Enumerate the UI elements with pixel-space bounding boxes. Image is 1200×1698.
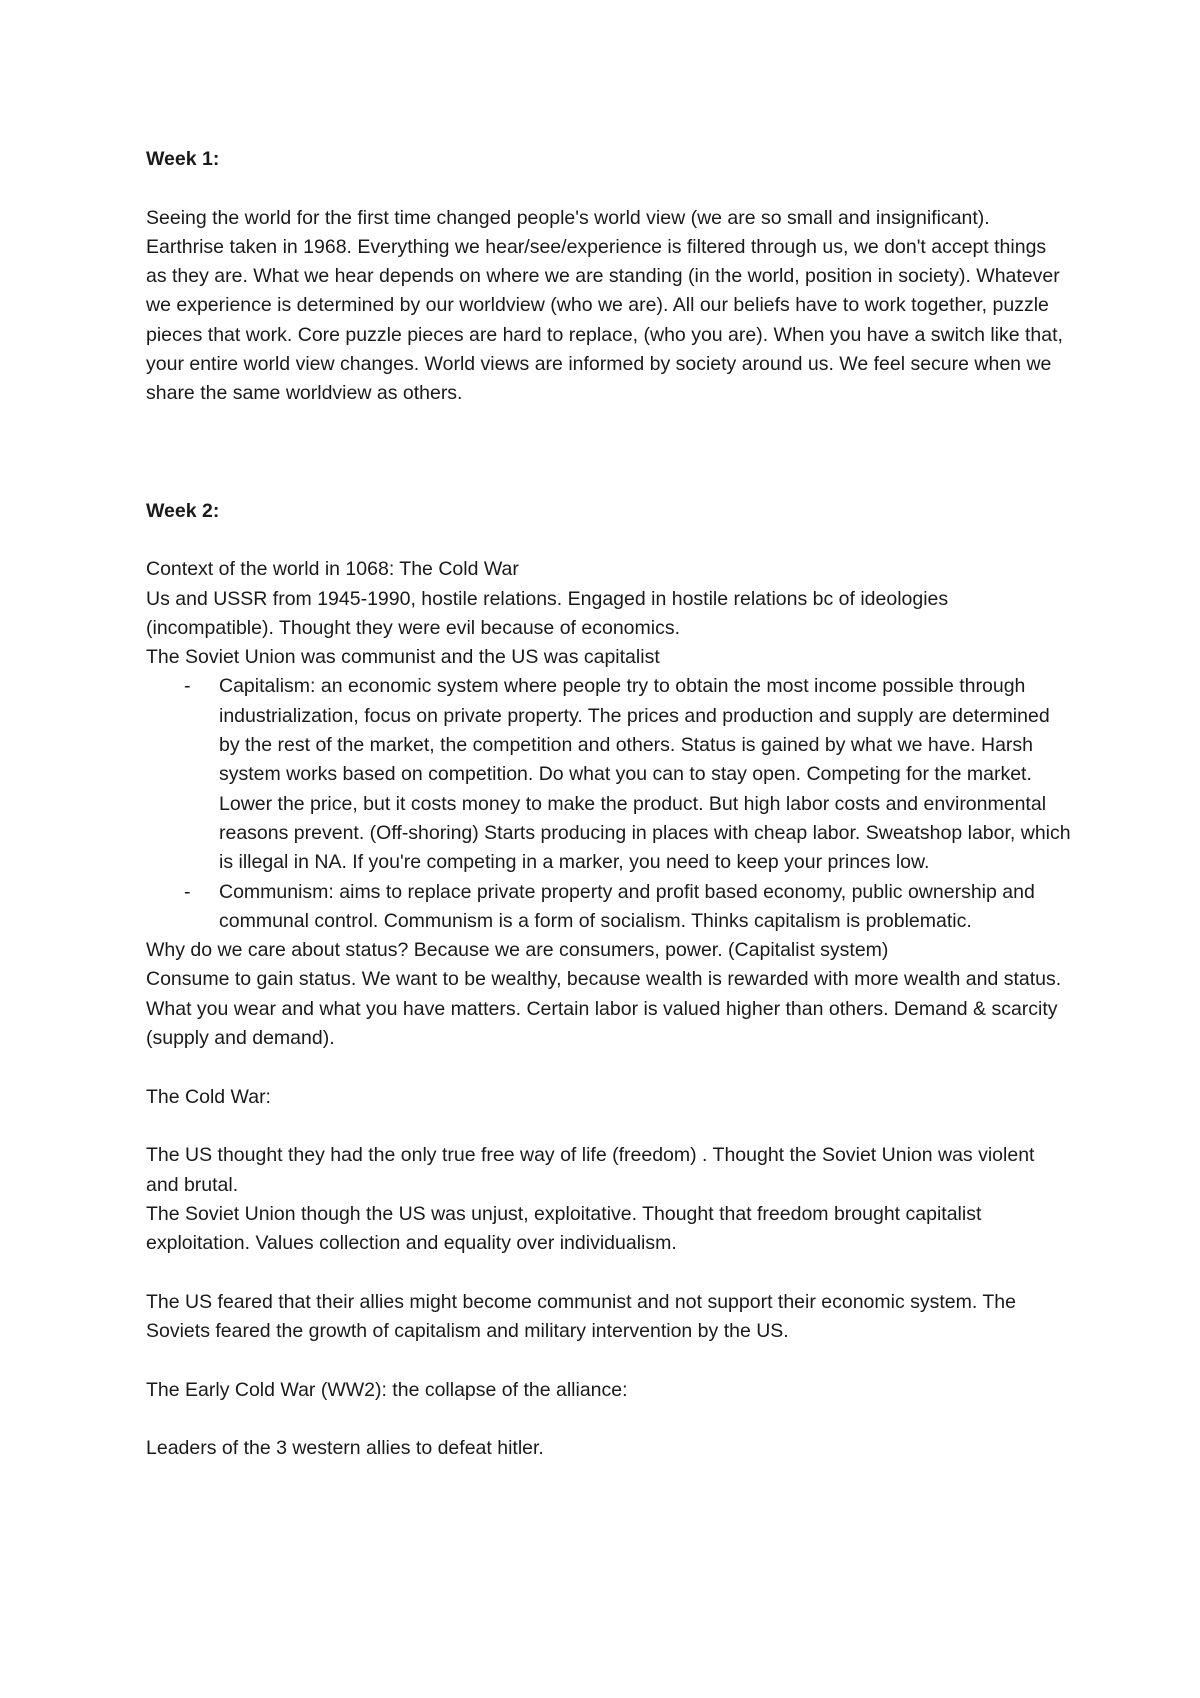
cold-war-heading: The Cold War: bbox=[146, 1085, 271, 1108]
week2-section bbox=[146, 497, 1071, 1464]
week2-heading: Week 2: bbox=[146, 499, 220, 522]
dash-bullet-icon: - bbox=[184, 675, 191, 698]
early-cold-war-line: The Early Cold War (WW2): the collapse of the alliance: bbox=[146, 1378, 628, 1401]
week1-section bbox=[146, 145, 1071, 409]
soviet-communist-line: The Soviet Union was communist and the US was capitalist bbox=[146, 646, 660, 669]
list-item-communism bbox=[146, 878, 1071, 937]
week1-paragraph: Seeing the world for the first time changed people's world view (we are so small and insignificant). Earthrise taken in 1968. Everything we hear/see/experience is filtered through us, we don't accept things as they are. What we hear depends on where we are standing (in the world, position in society). Whatever we experience is determined by our worldview (who we are). All our beliefs have to work together, puzzle pieces that work. Core puzzle pieces are hard to replace, (who you are). When you have a switch like that, your entire world view changes. World views are informed by society around us. We feel secure when we share the same worldview as others. bbox=[146, 206, 1063, 405]
economic-systems-list bbox=[146, 672, 1071, 936]
capitalism-text: Capitalism: an economic system where people try to obtain the most income possible through industrialization, focus on private property. The prices and production and supply are determined by the rest of the market, the competition and others. Status is gained by what we have. Harsh system works based on competition. Do what you can to stay open. Competing for the market. Lower the price, but it costs money to make the product. But high labor costs and environmental reasons prevent. (Off-shoring) Starts producing in places with cheap labor. Sweatshop labor, which is illegal in NA. If you're competing in a marker, you need to keep your princes low. bbox=[219, 675, 1071, 874]
context-line: Context of the world in 1068: The Cold War bbox=[146, 558, 519, 581]
leaders-line: Leaders of the 3 western allies to defeat hitler. bbox=[146, 1437, 544, 1460]
dash-bullet-icon: - bbox=[184, 880, 191, 903]
us-ussr-line: Us and USSR from 1945-1990, hostile relations. Engaged in hostile relations bc of ideologies (incompatible). Thought they were evil because of economics. bbox=[146, 587, 949, 639]
fear-paragraph: The US feared that their allies might become communist and not support their economic system. The Soviets feared the growth of capitalism and military intervention by the US. bbox=[146, 1290, 1016, 1342]
consume-status-line: Consume to gain status. We want to be wealthy, because wealth is rewarded with more wealth and status. What you wear and what you have matters. Certain labor is valued higher than others. Demand & scarcity (supply and demand). bbox=[146, 968, 1062, 1050]
soviet-view-line: The Soviet Union though the US was unjust, exploitative. Thought that freedom brought capitalist exploitation. Values collection and equality over individualism. bbox=[146, 1202, 982, 1255]
week1-heading: Week 1: bbox=[146, 148, 220, 170]
list-item-capitalism bbox=[146, 672, 1071, 877]
status-question-line: Why do we care about status? Because we are consumers, power. (Capitalist system) bbox=[146, 939, 889, 962]
document-page bbox=[146, 145, 1071, 1463]
us-view-line: The US thought they had the only true free way of life (freedom) . Thought the Soviet Union was violent and brutal. bbox=[146, 1144, 1035, 1196]
communism-text: Communism: aims to replace private property and profit based economy, public ownership and communal control. Communism is a form of socialism. Thinks capitalism is problematic. bbox=[219, 880, 1035, 932]
